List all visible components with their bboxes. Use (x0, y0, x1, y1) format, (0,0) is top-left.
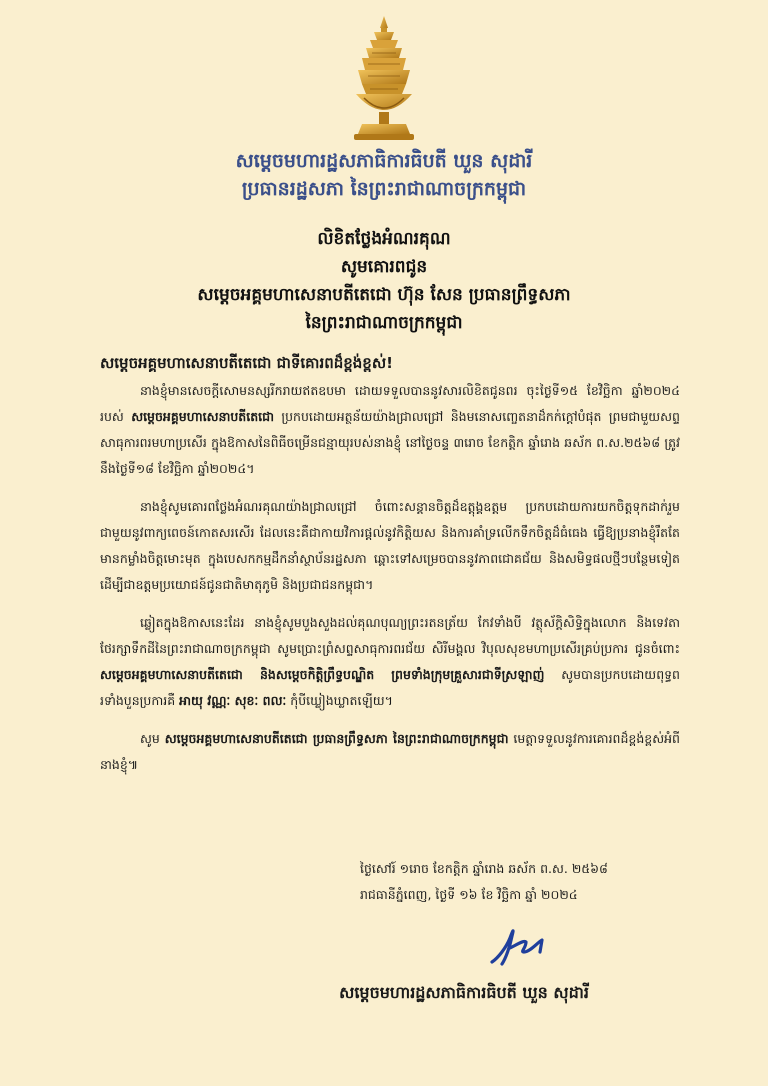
paragraph-3 (100, 610, 680, 714)
date-block (360, 856, 700, 908)
recipient-line-1: សម្ដេចអគ្គមហាសេនាបតីតេជោ ហ៊ុន សែន ប្រធានព្រឹទ្ធសភា (197, 285, 571, 305)
paragraph-3-text-b: សូមបានប្រកបដោយពុទ្ធពរទាំងបួនប្រការគឺ (100, 667, 680, 708)
signer-name: សម្ដេចមហារដ្ឋសភាធិការធិបតី ឃួន សុដារី (339, 983, 589, 1002)
national-assembly-emblem-icon (348, 14, 420, 142)
paragraph-3-text-c: កុំបីឃ្លៀងឃ្លាតឡើយ។ (286, 693, 393, 708)
salutation: សម្ដេចអគ្គមហាសេនាបតីតេជោ ជាទីគោរពដ៏ខ្ពង់ខ្ពស់! (100, 354, 393, 372)
closing-paragraph (100, 726, 680, 778)
paragraph-3-bold-2: អាយុ វណ្ណៈ សុខៈ ពលៈ (179, 693, 287, 708)
solar-date: រាជធានីភ្នំពេញ, ថ្ងៃទី ១៦ ខែ វិច្ឆិកា ឆ្នាំ ២០២៤ (360, 887, 578, 902)
paragraph-1 (100, 378, 680, 482)
closing-bold: សម្ដេចអគ្គមហាសេនាបតីតេជោ ប្រធានព្រឹទ្ធសភា នៃព្រះរាជាណាចក្រកម្ពុជា (164, 731, 509, 746)
paragraph-3-text-a: ឆ្លៀតក្នុងឱកាសនេះដែរ នាងខ្ញុំសូមបួងសួងដល់គុណបុណ្យព្រះរតនត្រ័យ កែវទាំងបី វត្ថុស័ក្ដិសិទ្ធិក្នុងលោក និងទេវតាថែរក្សាទឹកដីនៃព្រះរាជាណាចក្រកម្ពុជា សូមប្រោះព្រំសព្ទសាធុការពរជ័យ សិរីមង្គល វិបុលសុខមហាប្រសើរគ្រប់ប្រការ ជូនចំពោះ (100, 615, 680, 656)
addressed-to: សូមគោរពជូន (340, 257, 428, 277)
sender-title-header: ប្រធានរដ្ឋសភា នៃព្រះរាជាណាចក្រកម្ពុជា (241, 178, 527, 200)
paragraph-2: នាងខ្ញុំសូមគោរពថ្លែងអំណរគុណយ៉ាងជ្រាលជ្រៅ ចំពោះសន្ដានចិត្តដ៏ឧត្ដុង្គឧត្ដម ប្រកបដោយការយកចិត្តទុកដាក់រួមជាមួយនូវពាក្យពេចន៍កោតសរសើរ ដែលនេះគឺជាកាយវិការផ្ដល់នូវកិត្តិយស និងការគាំទ្រលើកទឹកចិត្តដ៏ធំធេង ធ្វើឱ្យប្រនាងខ្ញុំរឹតតែមានកម្លាំងចិត្តមោះមុត ក្នុងបេសកកម្មដឹកនាំស្ថាប័នរដ្ឋសភា ឆ្ពោះទៅសម្រេចបាននូវភាពជោគជ័យ និងសមិទ្ធផលថ្មីៗបន្ថែមទៀត ដើម្បីជាឧត្ដមប្រយោជន៍ជូនជាតិមាតុភូមិ និងប្រជាជនកម្ពុជា។ (100, 499, 680, 592)
sender-name-header: សម្ដេចមហារដ្ឋសភាធិការធិបតី ឃួន សុដារី (235, 150, 533, 172)
paragraph-1-text-b: ប្រកបដោយអត្ថន័យយ៉ាងជ្រាលជ្រៅ និងមនោសញ្ចេតនាដ៏កក់ក្ដៅបំផុត ព្រមជាមួយសព្ទសាធុការពរមហាប្រសើរ ក្នុងឱកាសនៃពិធីចម្រើនជន្មាយុរបស់នាងខ្ញុំ នៅថ្ងៃចន្ទ ៣រោច ខែកត្តិក ឆ្នាំរោង ឆស័ក ព.ស.២៥៦៨ ត្រូវនឹងថ្ងៃទី១៨ ខែវិច្ឆិកា ឆ្នាំ២០២៤។ (100, 409, 680, 476)
letter-body (100, 350, 680, 782)
closing-text-b: មេត្តាទទួលនូវការគោរពដ៏ខ្ពង់ខ្ពស់អំពីនាងខ្ញុំ៕ (100, 731, 680, 772)
letter-title: លិខិតថ្លែងអំណរគុណ (317, 229, 451, 249)
paragraph-3-bold: សម្ដេចអគ្គមហាសេនាបតីតេជោ និងសម្ដេចកិត្តិព្រឹទ្ធបណ្ឌិត ព្រមទាំងក្រុមគ្រួសារជាទីស្រឡាញ់ (100, 667, 545, 682)
closing-text-a: សូម (140, 731, 165, 746)
paragraph-1-text-a: នាងខ្ញុំមានសេចក្ដីសោមនស្សរីករាយឥតឧបមា ដោយទទួលបាននូវសារលិខិតជូនពរ ចុះថ្ងៃទី១៥ ខែវិច្ឆិកា ឆ្នាំ២០២៤ របស់ (100, 383, 680, 424)
handwritten-signature (480, 918, 570, 974)
paragraph-1-bold: សម្ដេចអគ្គមហាសេនាបតីតេជោ (131, 409, 275, 424)
recipient-line-2: នៃព្រះរាជាណាចក្រកម្ពុជា (305, 313, 463, 333)
lunar-date: ថ្ងៃសៅរ៍ ១រោច ខែកត្តិក ឆ្នាំរោង ឆស័ក ព.ស. ២៥៦៨ (360, 861, 608, 876)
